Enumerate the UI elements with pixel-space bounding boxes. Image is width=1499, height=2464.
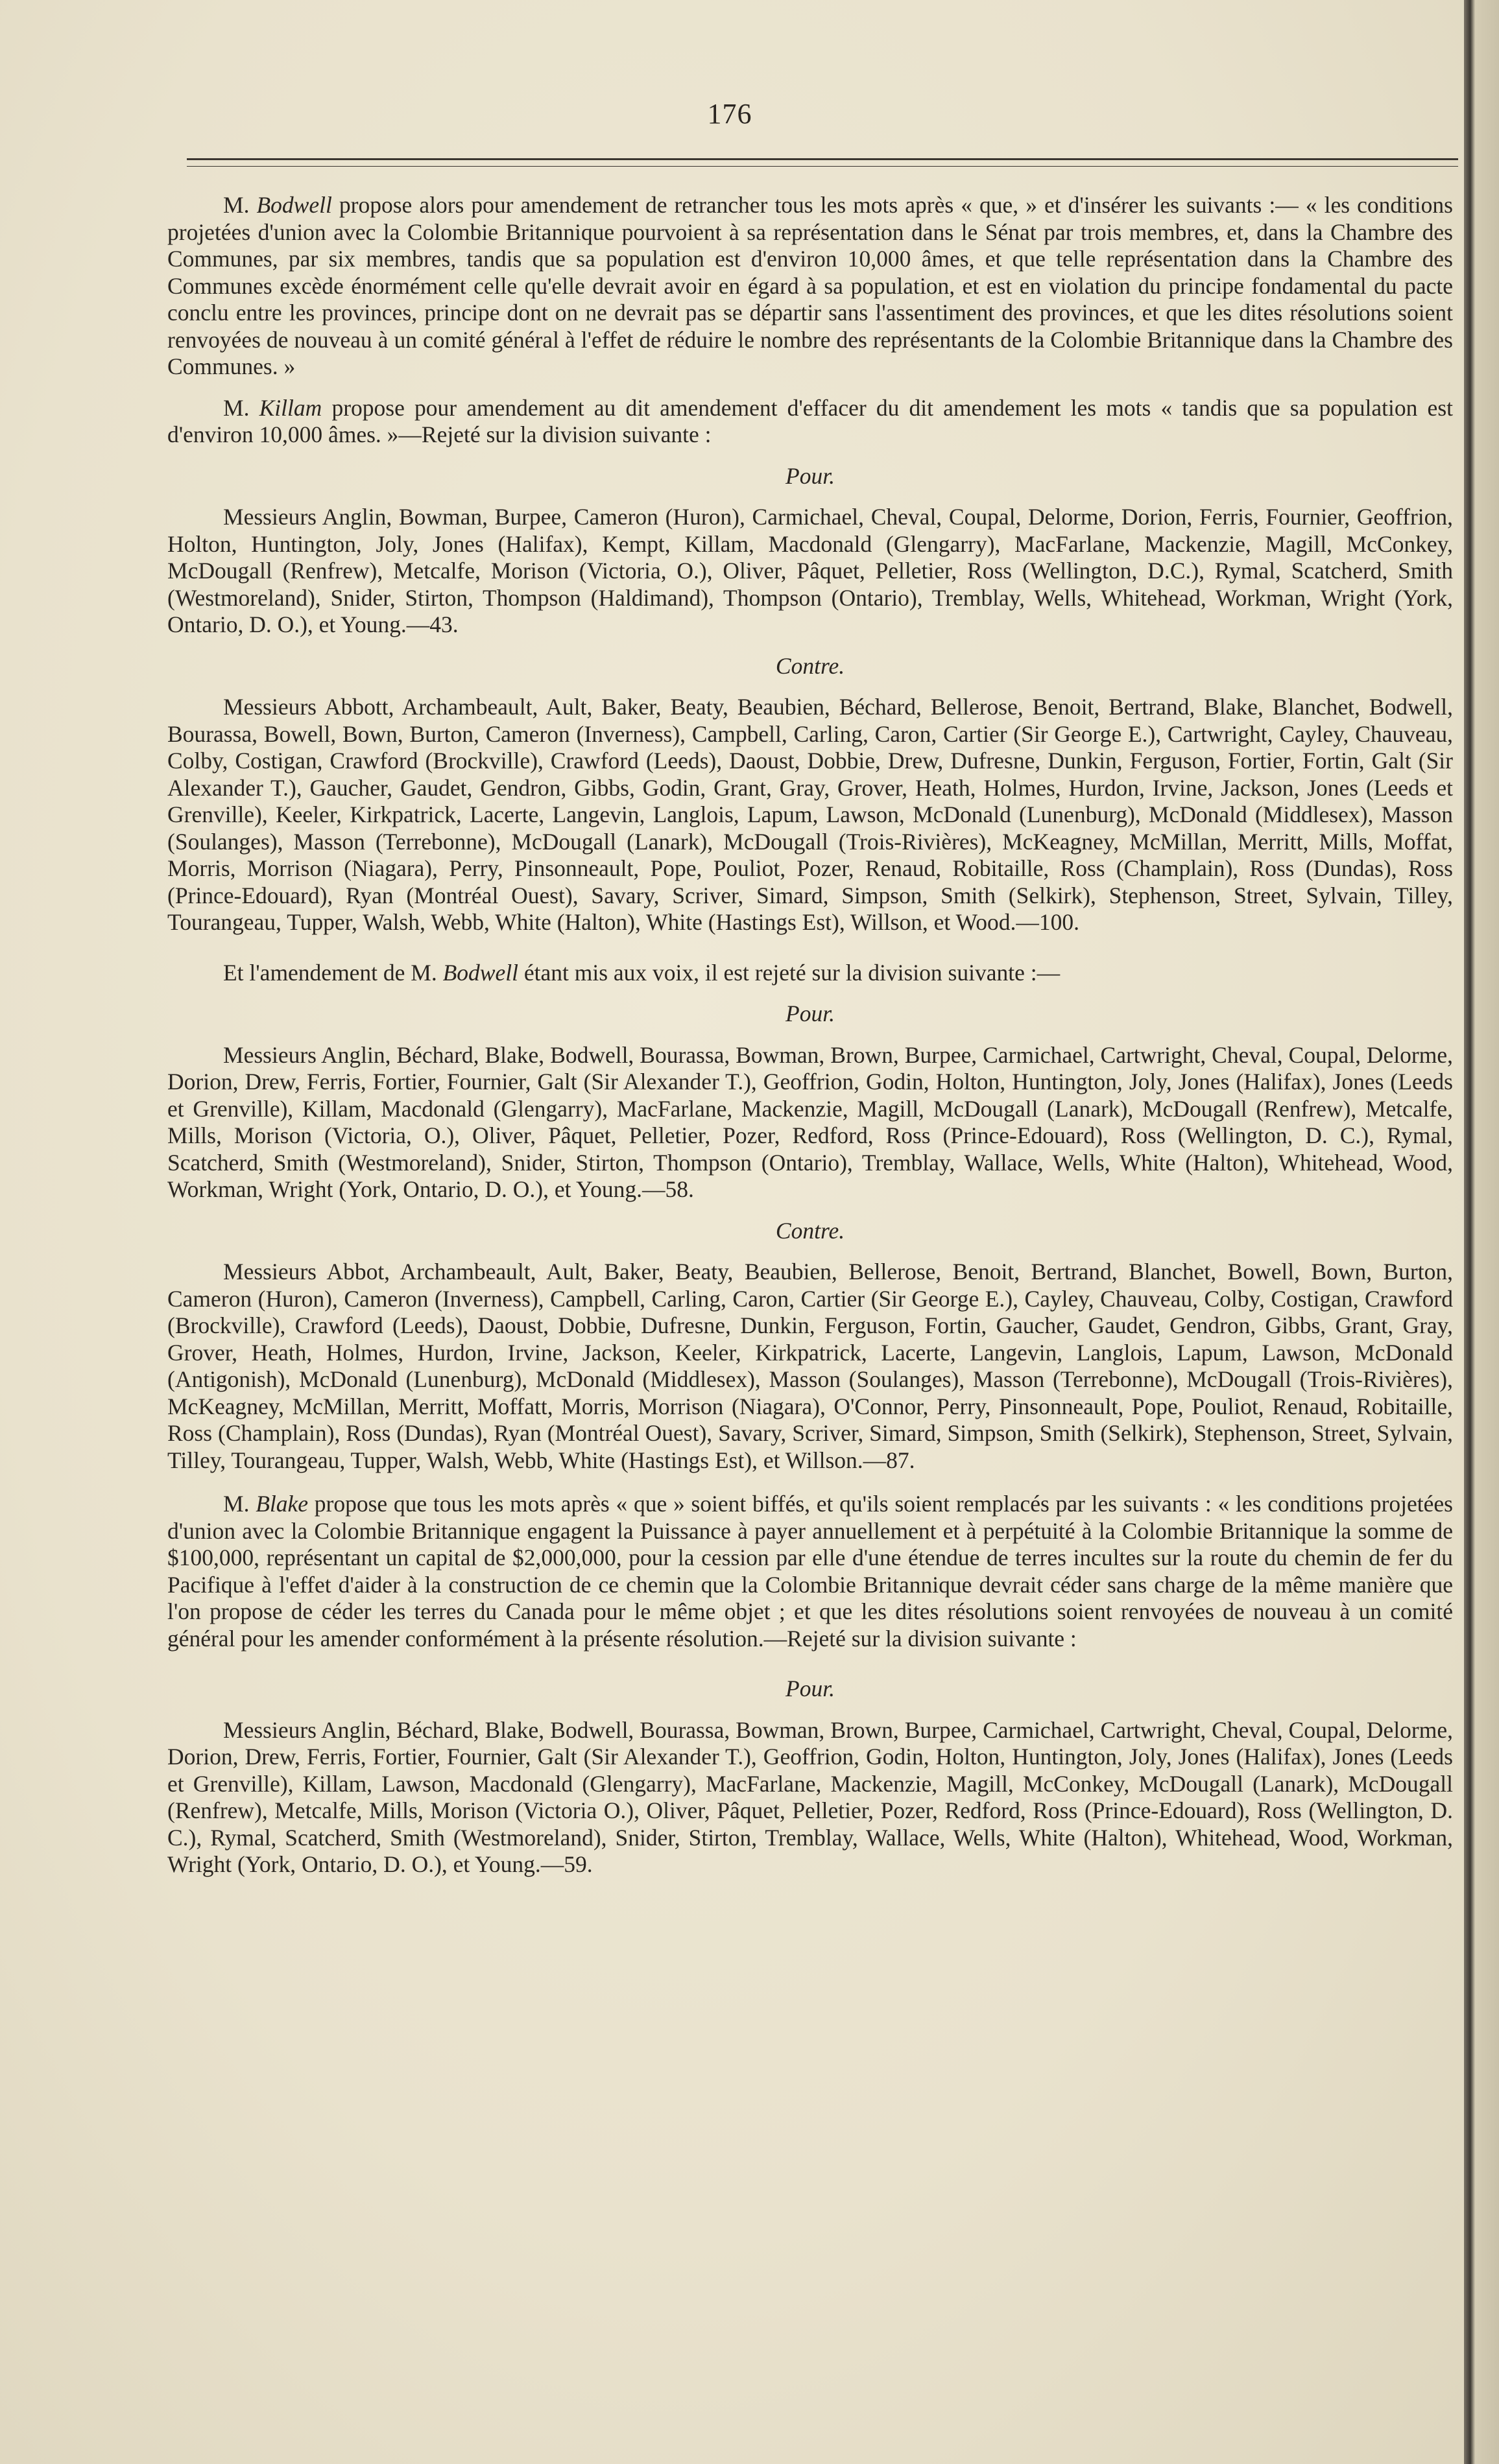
vote-heading: Pour. <box>785 1001 835 1026</box>
paragraph <box>167 960 1453 987</box>
paragraph <box>167 192 1453 381</box>
binding-edge <box>1464 0 1499 2464</box>
spacer <box>167 936 1453 960</box>
spacer <box>167 1703 1453 1717</box>
member-name: Blake <box>256 1491 309 1517</box>
paragraph-text: propose pour amendement au dit amendement d'effacer du dit amendement les mots « tandis que sa population est d'environ 10,000 âmes. »—Rejeté sur la division suivante : <box>167 394 1453 447</box>
paragraph-text: propose que tous les mots après « que » soient biffés, et qu'ils soient remplacés par les suivants : « les conditions projetées d'union avec la Colombie Britannique engagent la Puissance à payer annuellement et à perpétuité à la Colombie Britannique la somme de $100,000, représentant un capital de $2,000,000, pour la cession par elle d'une étendue de terres incultes sur la route du chemin de fer du Pacifique à l'effet d'aider à la construction de ce chemin que la Colombie Britannique devrait céder sans charge de la même manière que l'on propose de céder les terres du Canada pour le même objet ; et que les dites résolutions soient renvoyées de nouveau à un comité général pour les amender conformément à la présente résolution.—Rejeté sur la division suivante : <box>167 1491 1453 1652</box>
paragraph-text: Messieurs Anglin, Béchard, Blake, Bodwell, Bourassa, Bowman, Brown, Burpee, Carmichael, Cartwright, Cheval, Coupal, Delorme, Dorion, Drew, Ferris, Fortier, Fournier, Galt (Sir Alexander T.), Geoffrion, Godin, Holton, Huntington, Joly, Jones (Halifax), Jones (Leeds et Grenville), Killam, Macdonald (Glengarry), MacFarlane, Mackenzie, Magill, McDougall (Lanark), McDougall (Renfrew), Metcalfe, Mills, Morison (Victoria, O.), Oliver, Pâquet, Pelletier, Pozer, Redford, Ross (Prince-Edouard), Ross (Wellington, D. C.), Rymal, Scatcherd, Smith (Westmoreland), Snider, Stirton, Thompson (Ontario), Tremblay, Wallace, Wells, White (Halton), Whitehead, Wood, Workman, Wright (York, Ontario, D. O.), et Young.—58. <box>167 1041 1453 1202</box>
paragraph-lead: Et l'amendement de M. <box>223 959 443 986</box>
page-number: 176 <box>707 98 752 130</box>
spacer <box>167 1244 1453 1259</box>
spacer <box>167 1203 1453 1218</box>
spacer <box>167 381 1453 395</box>
paragraph <box>167 1042 1453 1203</box>
paragraph-text: étant mis aux voix, il est rejeté sur la division suivante :— <box>518 959 1061 986</box>
paragraph <box>167 1717 1453 1878</box>
paragraph-text: Messieurs Anglin, Béchard, Blake, Bodwell, Bourassa, Bowman, Brown, Burpee, Carmichael, Cartwright, Cheval, Coupal, Delorme, Dorion, Drew, Ferris, Fortier, Fournier, Galt (Sir Alexander T.), Geoffrion, Godin, Holton, Huntington, Joly, Jones (Halifax), Jones (Leeds et Grenville), Killam, Lawson, Macdonald (Glengarry), MacFarlane, Mackenzie, Magill, McConkey, McDougall (Lanark), McDougall (Renfrew), Metcalfe, Mills, Morison (Victoria O.), Oliver, Pâquet, Pelletier, Pozer, Redford, Ross (Prince-Edouard), Ross (Wellington, D. C.), Rymal, Scatcherd, Smith (Westmoreland), Snider, Stirton, Tremblay, Wallace, Wells, White (Halton), Whitehead, Wood, Workman, Wright (York, Ontario, D. O.), et Young.—59. <box>167 1716 1453 1877</box>
paragraph <box>167 694 1453 936</box>
member-name: Bodwell <box>256 192 332 218</box>
spacer <box>167 1474 1453 1491</box>
paragraph <box>167 395 1453 449</box>
paragraph-text: Messieurs Abbot, Archambeault, Ault, Baker, Beaty, Beaubien, Bellerose, Benoit, Bertrand, Blanchet, Bowell, Bown, Burton, Cameron (Huron), Cameron (Inverness), Campbell, Carling, Caron, Cartier (Sir George E.), Cayley, Chauveau, Colby, Costigan, Crawford (Brockville), Crawford (Leeds), Daoust, Dobbie, Dufresne, Dunkin, Ferguson, Fortin, Gaucher, Gaudet, Gendron, Gibbs, Grant, Gray, Grover, Heath, Holmes, Hurdon, Irvine, Jackson, Keeler, Kirkpatrick, Lacerte, Langevin, Langlois, Lapum, Lawson, McDonald (Antigonish), McDonald (Lunenburg), McDonald (Middlesex), Masson (Soulanges), Masson (Terrebonne), McDougall (Trois-Rivières), McKeagney, McMillan, Merritt, Moffatt, Morris, Morrison (Niagara), O'Connor, Perry, Pinsonneault, Pope, Pouliot, Renaud, Robitaille, Ross (Champlain), Ross (Dundas), Ryan (Montréal Ouest), Savary, Scriver, Simard, Simpson, Smith (Selkirk), Stephenson, Street, Sylvain, Tilley, Tourangeau, Tupper, Walsh, Webb, White (Hastings Est), et Willson.—87. <box>167 1259 1453 1473</box>
spacer <box>167 986 1453 1001</box>
spacer <box>167 449 1453 463</box>
paragraph <box>167 504 1453 639</box>
paragraph-lead: M. <box>223 1491 256 1517</box>
paragraph-text: Messieurs Anglin, Bowman, Burpee, Cameron (Huron), Carmichael, Cheval, Coupal, Delorme, Dorion, Ferris, Fournier, Geoffrion, Holton, Huntington, Joly, Jones (Halifax), Kempt, Killam, Macdonald (Glengarry), MacFarlane, Mackenzie, Magill, McConkey, McDougall (Renfrew), Metcalfe, Morison (Victoria, O.), Oliver, Pâquet, Pelletier, Ross (Wellington, D.C.), Rymal, Scatcherd, Smith (Westmoreland), Snider, Stirton, Thompson (Haldimand), Thompson (Ontario), Tremblay, Wells, Whitehead, Workman, Wright (York, Ontario, D. O.), et Young.—43. <box>167 504 1453 637</box>
spacer <box>167 680 1453 694</box>
member-name: Bodwell <box>442 959 518 986</box>
spacer <box>167 639 1453 653</box>
paragraph-lead: M. <box>223 192 257 218</box>
vote-heading: Pour. <box>785 1676 835 1701</box>
header-rule-thick <box>187 158 1458 160</box>
vote-heading: Contre. <box>775 1217 845 1244</box>
paragraph <box>167 1259 1453 1474</box>
paragraph-text: Messieurs Abbott, Archambeault, Ault, Baker, Beaty, Beaubien, Béchard, Bellerose, Benoit, Bertrand, Blake, Blanchet, Bodwell, Bourassa, Bowell, Bown, Burton, Cameron (Inverness), Campbell, Carling, Caron, Cartier (Sir George E.), Cartwright, Cayley, Chauveau, Colby, Costigan, Crawford (Brockville), Crawford (Leeds), Daoust, Dobbie, Drew, Dufresne, Dunkin, Ferguson, Fortier, Fortin, Galt (Sir Alexander T.), Gaucher, Gaudet, Gendron, Gibbs, Godin, Grant, Gray, Grover, Heath, Holmes, Hurdon, Irvine, Jackson, Jones (Leeds et Grenville), Keeler, Kirkpatrick, Lacerte, Langevin, Langlois, Lapum, Lawson, McDonald (Lunenburg), McDonald (Middlesex), Masson (Soulanges), Masson (Terrebonne), McDougall (Lanark), McDougall (Trois-Rivières), McKeagney, McMillan, Merritt, Mills, Moffat, Morris, Morrison (Niagara), Perry, Pinsonneault, Pope, Pouliot, Pozer, Renaud, Robitaille, Ross (Champlain), Ross (Dundas), Ross (Prince-Edouard), Ryan (Montréal Ouest), Savary, Scriver, Simard, Simpson, Smith (Selkirk), Stephenson, Street, Sylvain, Tilley, Tourangeau, Tupper, Walsh, Webb, White (Halton), White (Hastings Est), Willson, et Wood.—100. <box>167 694 1453 935</box>
header-rule-thin <box>187 166 1458 167</box>
spacer <box>167 1652 1453 1676</box>
page-body <box>167 192 1453 1878</box>
paragraph <box>167 1491 1453 1652</box>
spacer <box>167 490 1453 504</box>
spacer <box>167 1028 1453 1042</box>
vote-heading: Contre. <box>775 652 845 679</box>
vote-heading: Pour. <box>785 462 835 489</box>
paragraph-text: propose alors pour amendement de retrancher tous les mots après « que, » et d'insérer les suivants :— « les conditions projetées d'union avec la Colombie Britannique pourvoient à sa représentation dans le Sénat par trois membres, et, dans la Chambre des Communes, par six membres, tandis que sa population est d'environ 10,000 âmes, et que telle représentation dans la Chambre des Communes excède énormément celle qu'elle devrait avoir en égard à sa population, et est en violation du principe fondamental du pacte conclu entre les provinces, principe dont on ne devrait pas se départir sans l'assentiment des provinces, et que les dites résolutions soient renvoyées de nouveau à un comité général à l'effet de réduire le nombre des représentants de la Colombie Britannique dans la Chambre des Communes. » <box>167 192 1453 379</box>
paragraph-lead: M. <box>223 394 259 421</box>
member-name: Killam <box>259 394 322 421</box>
